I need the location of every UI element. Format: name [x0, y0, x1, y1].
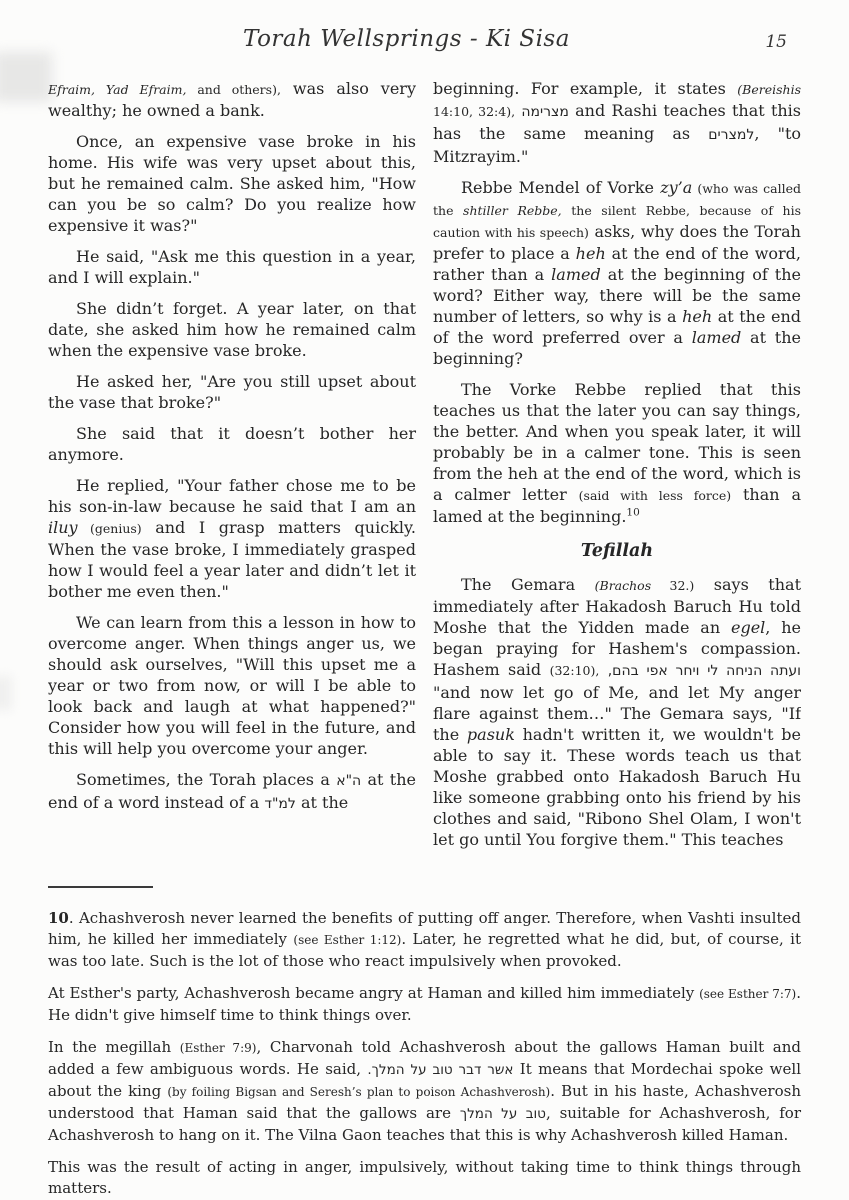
paragraph: He replied, "Your father chose me to be his son-in-law because he said that I am an iluy (genius) and I grasp matters quickly. When the vase broke, I immediately grasped how I would feel a year later and didn’t let it bother me even then."	[48, 476, 416, 601]
paragraph: She didn’t forget. A year later, on that date, she asked him how he remained calm when the expensive vase broke.	[48, 299, 416, 360]
hebrew-phrase: למ"ד	[264, 796, 296, 812]
paragraph: He said, "Ask me this question in a year, and I will explain."	[48, 247, 416, 287]
hebrew-phrase: טוב על המלך	[459, 1106, 546, 1122]
hebrew-phrase: ועתה הניחה לי ויחר אפי בהם,	[607, 663, 801, 679]
section-heading-tefillah: Tefillah	[580, 541, 654, 561]
hebrew-phrase: למצרים	[708, 127, 755, 143]
hebrew-phrase: ה"א	[336, 773, 362, 789]
paragraph: The Gemara (Brachos 32.) says that immediately after Hakadosh Baruch Hu told Moshe that the Yidden made an egel, he began praying for Hashem's compassion. Hashem said (32:10), ועתה הניחה לי ויחר אפי בהם, "and now let go of Me, and let My anger flare against them…" The Gemara says, "If the pasuk hadn't written it, we wouldn't be able to say it. These words teach us that Moshe grabbed onto Hakadosh Baruch Hu like someone grabbing onto his friend by his clothes and said, "Ribono Shel Olam, I won't let go until You forgive them." This teaches	[433, 575, 801, 849]
paragraph: beginning. For example, it states (Bereishis 14:10, 32:4), מצרימה and Rashi teaches that this has the same meaning as למצרים, "to Mitzrayim."	[433, 79, 801, 166]
two-column-body	[48, 78, 801, 860]
paragraph: Sometimes, the Torah places a ה"א at the end of a word instead of a למ"ד at the	[48, 770, 417, 812]
footnote-reference: 10	[626, 506, 640, 519]
hebrew-phrase: אשר דבר טוב על המלך.	[367, 1062, 514, 1078]
paragraph: At Esther's party, Achashverosh became angry at Haman and killed him immediately (see Esther 7:7). He didn't give himself time to think things over.	[48, 984, 801, 1024]
paragraph: Once, an expensive vase broke in his home. His wife was very upset about this, but he remained calm. She asked him, "How can you be so calm? Do you realize how expensive it was?"	[48, 132, 416, 235]
footnote-divider	[48, 886, 153, 888]
paragraph: 10. Achashverosh never learned the benefits of putting off anger. Therefore, when Vashti insulted him, he killed her immediately (see Esther 1:12). Later, he regretted what he did, but, of course, it was too late. Such is the lot of those who react impulsively when provoked.	[48, 909, 802, 970]
scan-artifact-smudge	[0, 52, 52, 102]
page-header	[48, 26, 801, 60]
paragraph: She said that it doesn’t bother her anymore.	[48, 424, 416, 464]
paragraph: In the megillah (Esther 7:9), Charvonah told Achashverosh about the gallows Haman built and added a few ambiguous words. He said, אשר דבר טוב על המלך. It means that Mordechai spoke well about the king (by foiling Bigsan and Seresh’s plan to poison Achashverosh). But in his haste, Achashverosh understood that Haman said that the gallows are טוב על המלך, suitable for Achashverosh, for Achashverosh to hang on it. The Vilna Gaon teaches that this is why Achashverosh killed Haman.	[48, 1038, 802, 1144]
paragraph: We can learn from this a lesson in how to overcome anger. When things anger us, we should ask ourselves, "Will this upset me a year or two from now, or will I be able to look back and laugh at what happened?" Consider how you will feel in the future, and this will help you overcome your anger.	[48, 613, 416, 758]
paragraph: The Vorke Rebbe replied that this teaches us that the later you can say things, the better. And when you speak later, it will probably be in a calmer tone. This is seen from the heh at the end of the word, which is a calmer letter (said with less force) than a lamed at the beginning.$^{10}$	[433, 380, 801, 526]
page-number: 15	[765, 32, 787, 52]
page-title: Torah Wellsprings - Ki Sisa	[243, 26, 570, 52]
paragraph: Rebbe Mendel of Vorke zy’a (who was called the shtiller Rebbe, the silent Rebbe, because of his caution with his speech) asks, why does the Torah prefer to place a heh at the end of the word, rather than a lamed at the beginning of the word? Either way, there will be the same number of letters, so why is a heh at the end of the word preferred over a lamed at the beginning?	[433, 178, 801, 368]
scan-artifact-smudge	[0, 676, 12, 710]
paragraph: This was the result of acting in anger, impulsively, without taking time to think things through matters.	[48, 1158, 801, 1197]
footnotes-section	[48, 908, 801, 1199]
paragraph: Efraim, Yad Efraim, and others), was also very wealthy; he owned a bank.	[48, 79, 416, 120]
page-content	[48, 26, 801, 1200]
hebrew-phrase: מצרימה	[521, 104, 569, 120]
column-left	[48, 78, 416, 860]
column-right	[433, 78, 801, 860]
paragraph: He asked her, "Are you still upset about the vase that broke?"	[48, 372, 416, 412]
